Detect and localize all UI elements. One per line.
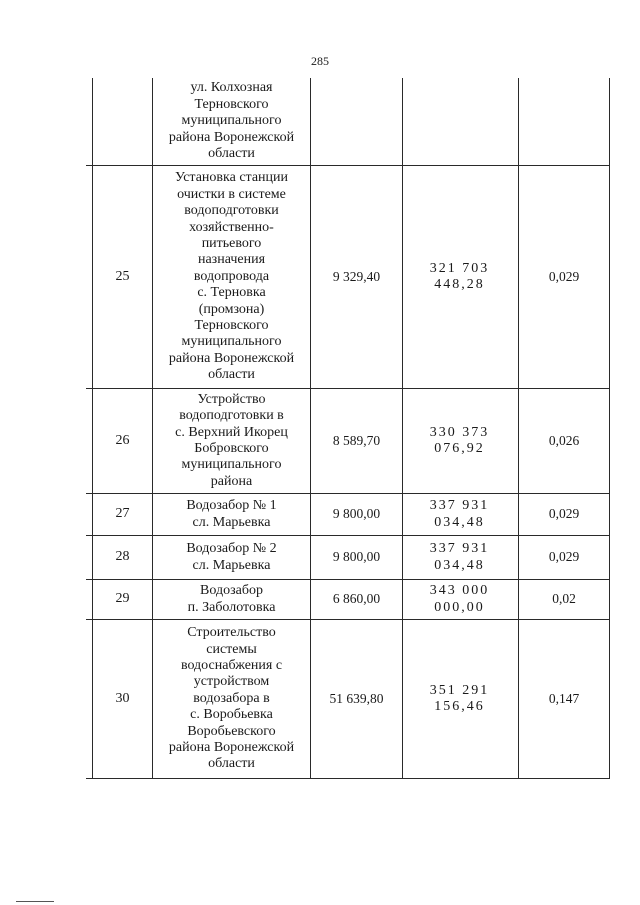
sum-cell: 330 373 076,92 xyxy=(429,424,490,456)
amount-cell: 9 329,40 xyxy=(332,268,381,284)
row-number-cell: 28 xyxy=(115,549,130,565)
amount-cell: 51 639,80 xyxy=(329,690,384,706)
description-cell: Установка станции очистки в системе водоподготовки хозяйственно- питьевого назначения водопровода с. Терновка (промзона) Терновского муниципального района Воронежской области xyxy=(168,170,295,383)
amount-cell: 8 589,70 xyxy=(332,432,381,448)
row-number-cell: 30 xyxy=(115,690,130,706)
row-number-cell: 29 xyxy=(115,591,130,607)
ratio-cell: 0,147 xyxy=(548,690,580,706)
row-number-cell: 27 xyxy=(115,506,130,522)
table-rule-right xyxy=(609,78,610,779)
description-cell: ул. Колхозная Терновского муниципального района Воронежской области xyxy=(168,80,295,162)
ratio-cell: 0,026 xyxy=(548,432,580,448)
ratio-cell: 0,029 xyxy=(548,549,580,565)
table-bottom-rule xyxy=(86,778,610,779)
page-number: 285 xyxy=(311,54,329,68)
description-cell: Устройство водоподготовки в с. Верхний Икорец Бобровского муниципального района xyxy=(175,391,288,489)
sum-cell: 343 000 000,00 xyxy=(429,583,490,615)
ratio-cell: 0,02 xyxy=(552,591,576,607)
amount-cell: 9 800,00 xyxy=(332,549,381,565)
sum-cell: 321 703 448,28 xyxy=(429,260,490,292)
sum-cell: 337 931 034,48 xyxy=(429,541,490,573)
data-table xyxy=(86,78,610,779)
amount-cell: 6 860,00 xyxy=(332,591,381,607)
row-number-cell: 25 xyxy=(115,268,130,284)
ratio-cell: 0,029 xyxy=(548,506,580,522)
description-cell: Строительство системы водоснабжения с устройством водозабора в с. Воробьевка Воробьевского района Воронежской области xyxy=(168,625,295,772)
amount-cell: 9 800,00 xyxy=(332,506,381,522)
row-number-cell: 26 xyxy=(115,432,130,448)
description-cell: Водозабор № 1 сл. Марьевка xyxy=(186,498,277,530)
sum-cell: 337 931 034,48 xyxy=(429,498,490,530)
description-cell: Водозабор № 2 сл. Марьевка xyxy=(186,541,277,573)
description-cell: Водозабор п. Заболотовка xyxy=(187,583,276,615)
sum-cell: 351 291 156,46 xyxy=(429,682,490,714)
ratio-cell: 0,029 xyxy=(548,268,580,284)
margin-mark xyxy=(16,901,54,902)
